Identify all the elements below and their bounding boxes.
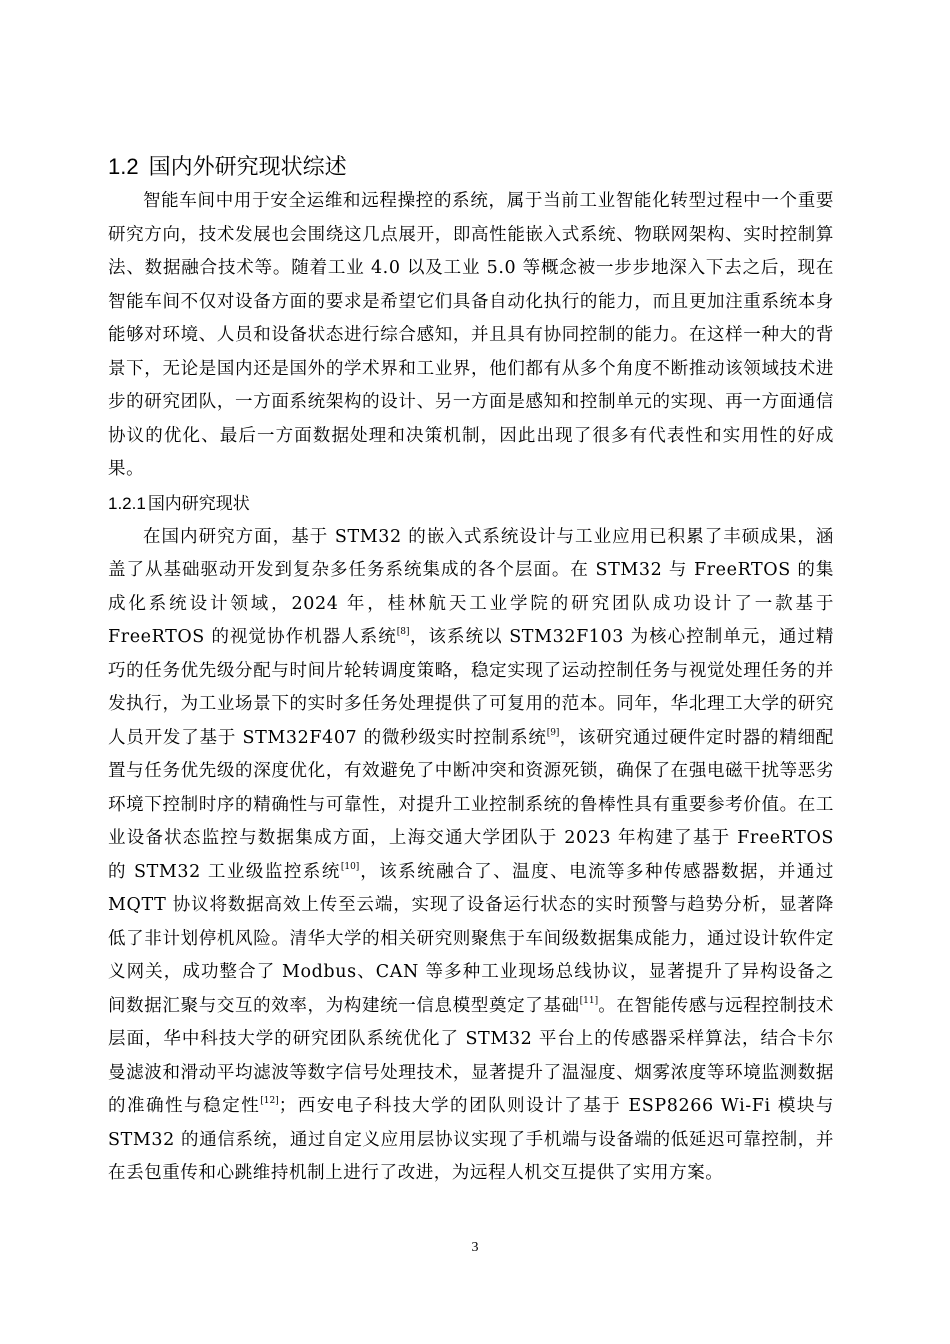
body-paragraph [108, 521, 834, 1191]
intro-paragraph: 智能车间中用于安全运维和远程操控的系统，属于当前工业智能化转型过程中一个重要研究方向，技术发展也会围绕这几点展开，即高性能嵌入式系统、物联网架构、实时控制算法、数据融合技术等。随着工业 4.0 以及工业 5.0 等概念被一步步地深入下去之后，现在智能车间不仅对设备方面的要求是希望它们具备自动化执行的能力，而且更加注重系统本身能够对环境、人员和设备状态进行综合感知，并且具有协同控制的能力。在这样一种大的背景下，无论是国内还是国外的学术界和工业界，他们都有从多个角度不断推动该领域技术进步的研究团队，一方面系统架构的设计、另一方面是感知和控制单元的实现、再一方面通信协议的优化、最后一方面数据处理和决策机制，因此出现了很多有代表性和实用性的好成果。 [108, 191, 834, 479]
body-text-3: ，该研究通过硬件定时器的精细配置与任务优先级的深度优化，有效避免了中断冲突和资源死锁，确保了在强电磁干扰等恶劣环境下控制时序的精确性与可靠性，对提升工业控制系统的鲁棒性具有重要参考价值。在工业设备状态监控与数据集成方面，上海交通大学团队于 2023 年构建了基于 FreeRTOS 的 STM32 工业级监控系统 [108, 727, 834, 882]
subsection-title: 国内研究现状 [147, 493, 250, 514]
body-text-5: 。在智能传感与远程控制技术层面，华中科技大学的研究团队系统优化了 STM32 平台上的传感器采样算法，结合卡尔曼滤波和滑动平均滤波等数字信号处理技术，显著提升了温湿度、烟雾浓度等环境监测数据的准确性与稳定性 [108, 995, 834, 1116]
body-text-1: 在国内研究方面，基于 STM32 的嵌入式系统设计与工业应用已积累了丰硕成果，涵盖了从基础驱动开发到复杂多任务系统集成的各个层面。在 STM32 与 FreeRTOS 的集成化系统设计领域，2024 年，桂林航天工业学院的研究团队成功设计了一款基于 FreeRTOS 的视觉协作机器人系统 [108, 526, 834, 647]
citation-11: [11] [579, 995, 599, 1006]
citation-10: [10] [340, 861, 360, 872]
page-content [108, 150, 834, 1191]
section-heading [108, 150, 834, 185]
subsection-heading [108, 487, 834, 521]
body-text-4: ，该系统融合了、温度、电流等多种传感器数据，并通过 MQTT 协议将数据高效上传至云端，实现了设备运行状态的实时预警与趋势分析，显著降低了非计划停机风险。清华大学的相关研究则聚焦于车间级数据集成能力，通过设计软件定义网关，成功整合了 Modbus、CAN 等多种工业现场总线协议，显著提升了异构设备之间数据汇聚与交互的效率，为构建统一信息模型奠定了基础 [108, 861, 834, 1016]
section-title: 国内外研究现状综述 [148, 155, 347, 180]
citation-9: [9] [546, 727, 560, 738]
page-number: 3 [471, 1240, 479, 1255]
body-text-6: ；西安电子科技大学的团队则设计了基于 ESP8266 Wi-Fi 模块与 STM32 的通信系统，通过自定义应用层协议实现了手机端与设备端的低延迟可靠控制，并在丢包重传和心跳维持机制上进行了改进，为远程人机交互提供了实用方案。 [108, 1096, 834, 1183]
subsection-number: 1.2.1 [108, 493, 146, 513]
citation-8: [8] [396, 627, 410, 637]
section-number: 1.2 [108, 154, 139, 179]
citation-12: [12] [260, 1096, 279, 1106]
body-text-2: ，该系统以 STM32F103 为核心控制单元，通过精巧的任务优先级分配与时间片轮转调度策略，稳定实现了运动控制任务与视觉处理任务的并发执行，为工业场景下的实时多任务处理提供了可复用的范本。同年，华北理工大学的研究人员开发了基于 STM32F407 的微秒级实时控制系统 [108, 627, 835, 748]
